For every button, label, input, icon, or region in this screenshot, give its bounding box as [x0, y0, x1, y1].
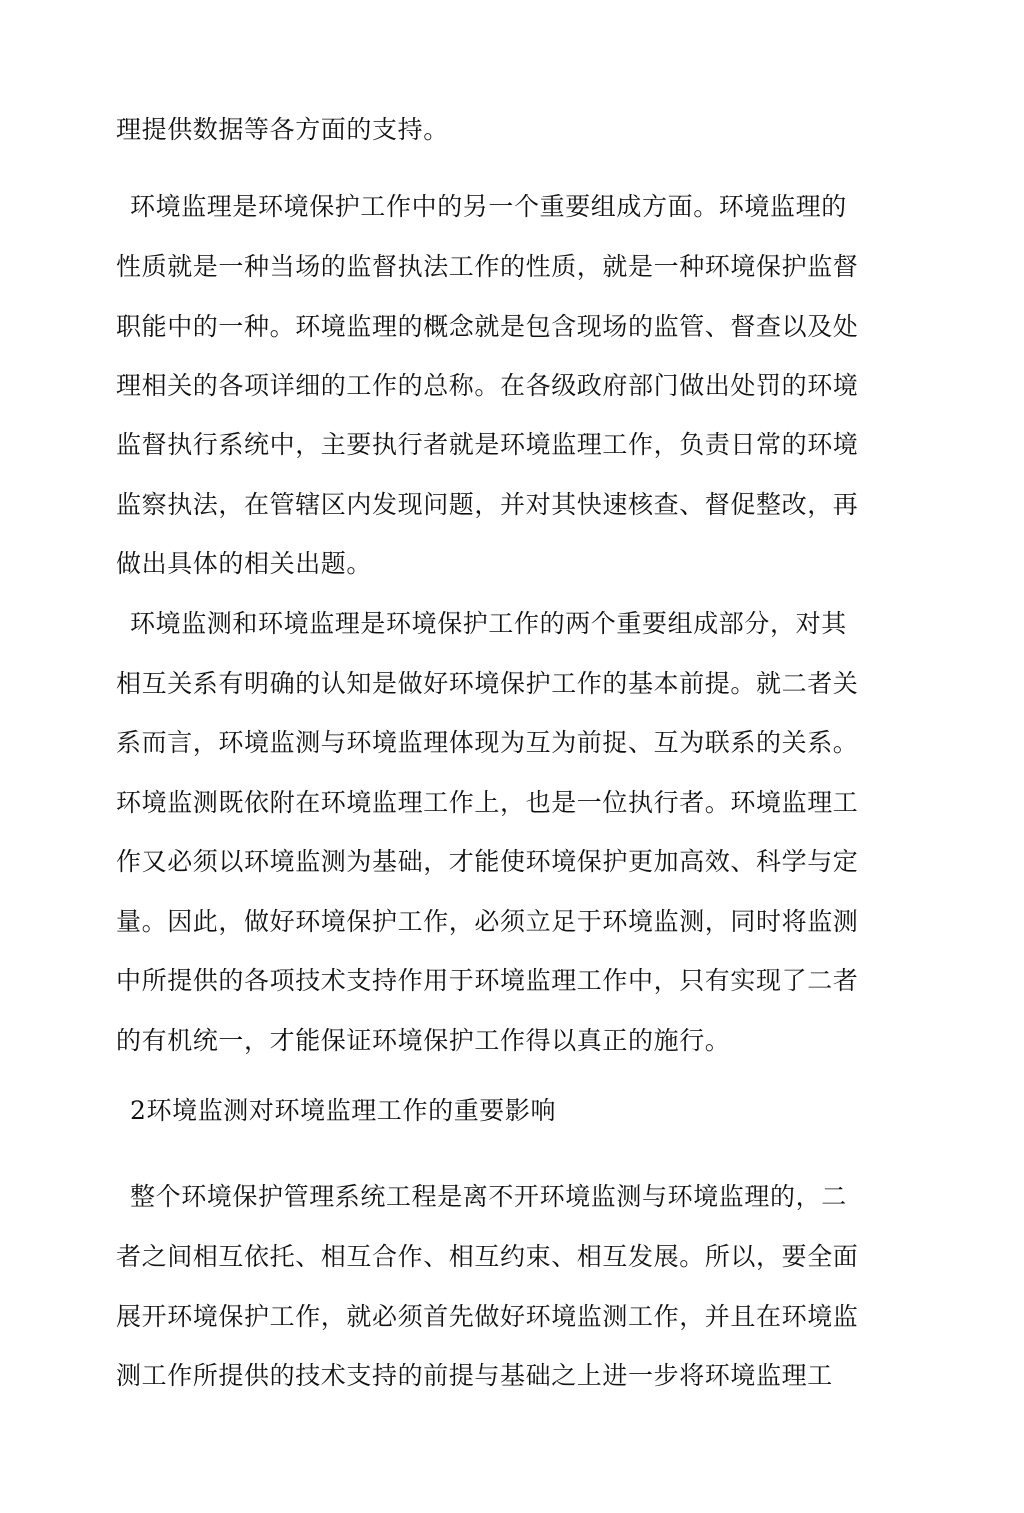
text-line: 的有机统一，才能保证环境保护工作得以真正的施行。: [116, 1026, 731, 1055]
text-line: 量。因此，做好环境保护工作，必须立足于环境监测，同时将监测: [116, 907, 859, 936]
text-line: 系而言，环境监测与环境监理体现为互为前捉、互为联系的关系。: [116, 728, 859, 757]
text-line: 中所提供的各项技术支持作用于环境监理工作中，只有实现了二者: [116, 966, 859, 995]
text-line: 作又必须以环境监测为基础，才能使环境保护更加高效、科学与定: [116, 847, 859, 876]
text-line: 职能中的一种。环境监理的概念就是包含现场的监管、督查以及处: [116, 312, 859, 341]
text-line: 测工作所提供的技术支持的前提与基础之上进一步将环境监理工: [116, 1361, 833, 1390]
text-line: 性质就是一种当场的监督执法工作的性质，就是一种环境保护监督: [116, 252, 859, 281]
text-line: 监察执法，在管辖区内发现问题，并对其快速核查、督促整改，再: [116, 490, 859, 519]
section-heading: 2环境监测对环境监理工作的重要影响: [130, 1096, 557, 1125]
text-line: 展开环境保护工作，就必须首先做好环境监测工作，并且在环境监: [116, 1302, 859, 1331]
text-line: 相互关系有明确的认知是做好环境保护工作的基本前提。就二者关: [116, 669, 859, 698]
paragraph-first-line: 整个环境保护管理系统工程是离不开环境监测与环境监理的，二: [130, 1182, 847, 1211]
text-line: 理相关的各项详细的工作的总称。在各级政府部门做出处罚的环境: [116, 371, 859, 400]
paragraph-first-line: 环境监测和环境监理是环境保护工作的两个重要组成部分，对其: [130, 609, 847, 638]
text-line: 监督执行系统中，主要执行者就是环境监理工作，负责日常的环境: [116, 430, 859, 459]
text-line: 环境监测既依附在环境监理工作上，也是一位执行者。环境监理工: [116, 788, 859, 817]
text-line: 做出具体的相关出题。: [116, 549, 373, 578]
paragraph-first-line: 环境监理是环境保护工作中的另一个重要组成方面。环境监理的: [130, 192, 847, 221]
text-line: 者之间相互依托、相互合作、相互约束、相互发展。所以，要全面: [116, 1242, 859, 1271]
text-line: 理提供数据等各方面的支持。: [116, 115, 449, 144]
